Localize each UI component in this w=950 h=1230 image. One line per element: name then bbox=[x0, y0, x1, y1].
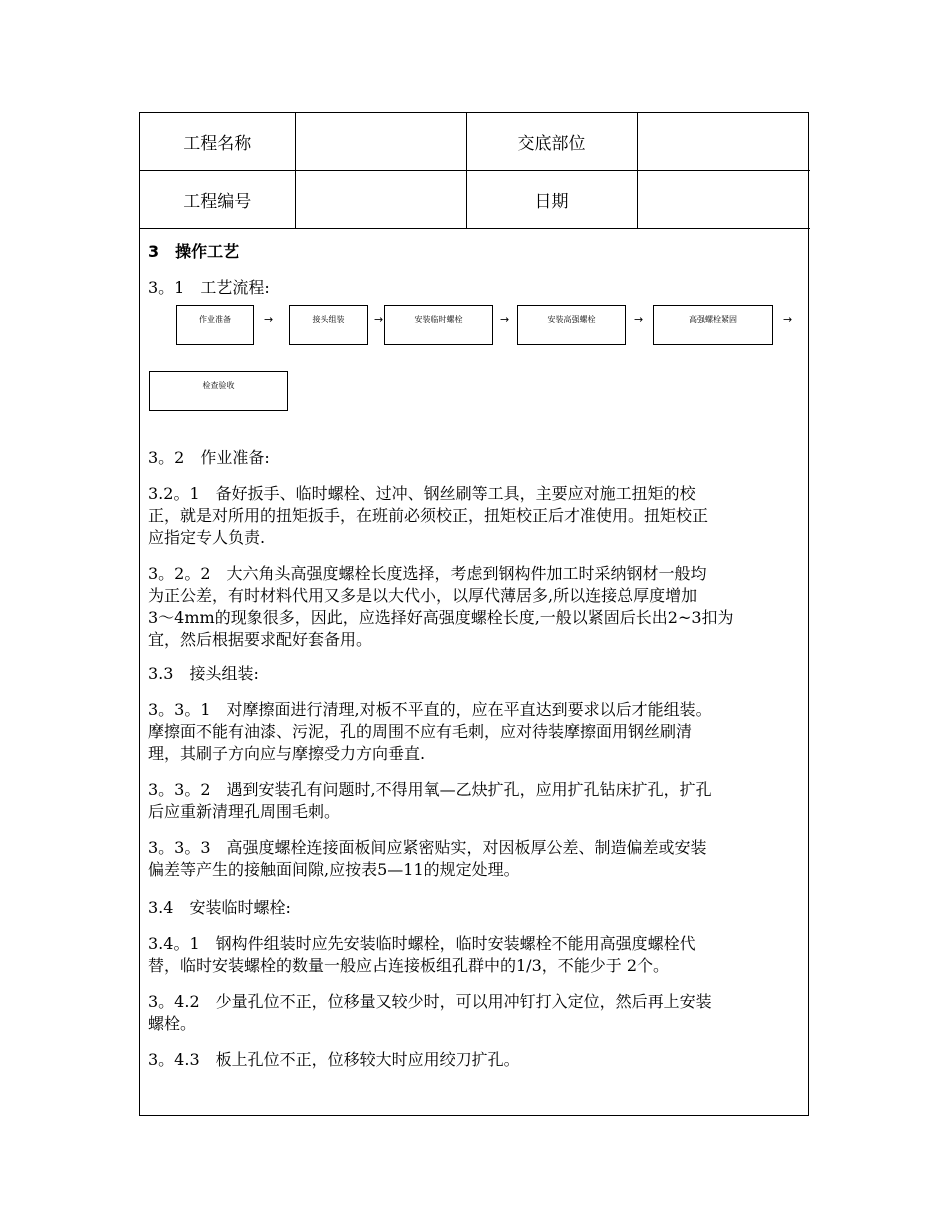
text-line: 应指定专人负责. bbox=[148, 528, 266, 547]
subsection-title-3-4: 3.4 安装临时螺栓: bbox=[148, 898, 291, 917]
subsection-title-3-2: 3。2 作业准备: bbox=[148, 448, 270, 467]
paragraph-3-2-1 bbox=[148, 483, 804, 549]
paragraph-3-4-2 bbox=[148, 991, 804, 1035]
paragraph-3-2-2 bbox=[148, 563, 804, 651]
section-title: 3 操作工艺 bbox=[148, 242, 240, 261]
text-line: 3.4。1 钢构件组装时应先安装临时螺栓，临时安装螺栓不能用高强度螺栓代 bbox=[148, 934, 696, 953]
handover-part-label: 交底部位 bbox=[466, 113, 637, 171]
subsection-title-3-1: 3。1 工艺流程: bbox=[148, 278, 270, 297]
paragraph-3-3-1 bbox=[148, 699, 804, 765]
flow-arrow: → bbox=[374, 313, 384, 326]
header-table bbox=[140, 113, 810, 229]
flow-step: 安装临时螺栓 bbox=[384, 305, 493, 345]
text-line: 理，其刷子方向应与摩擦受力方向垂直. bbox=[148, 744, 426, 763]
flow-arrow: → bbox=[783, 313, 793, 326]
project-name-value bbox=[295, 113, 466, 171]
date-value bbox=[637, 171, 810, 229]
text-line: 3。2。2 大六角头高强度螺栓长度选择，考虑到钢构件加工时采纳钢材一般均 bbox=[148, 564, 707, 583]
text-line: 3。3。3 高强度螺栓连接面板间应紧密贴实，对因板厚公差、制造偏差或安装 bbox=[148, 838, 707, 857]
document-frame bbox=[139, 112, 809, 1116]
flow-step: 检查验收 bbox=[149, 371, 288, 411]
text-line: 后应重新清理孔周围毛刺。 bbox=[148, 802, 341, 821]
flow-arrow: → bbox=[634, 313, 644, 326]
project-no-value bbox=[295, 171, 466, 229]
paragraph-3-3-3 bbox=[148, 837, 804, 881]
text-line: 为正公差，有时材料代用又多是以大代小，以厚代薄居多,所以连接总厚度增加 bbox=[148, 586, 698, 605]
text-line: 偏差等产生的接触面间隙,应按表5—11的规定处理。 bbox=[148, 860, 520, 879]
subsection-title-3-3: 3.3 接头组装: bbox=[148, 664, 259, 683]
text-line: 正，就是对所用的扭矩扳手，在班前必须校正，扭矩校正后才准使用。扭矩校正 bbox=[148, 506, 709, 525]
text-line: 替，临时安装螺栓的数量一般应占连接板组孔群中的1/3，不能少于 2个。 bbox=[148, 956, 670, 975]
handover-part-value bbox=[637, 113, 810, 171]
paragraph-3-4-1 bbox=[148, 933, 804, 977]
flow-step: 作业准备 bbox=[176, 305, 254, 345]
text-line: 3～4mm的现象很多，因此，应选择好高强度螺栓长度,一般以紧固后长出2~3扣为 bbox=[148, 608, 734, 627]
text-line: 摩擦面不能有油漆、污泥，孔的周围不应有毛刺，应对待装摩擦面用钢丝刷清 bbox=[148, 722, 693, 741]
text-line: 3.2。1 备好扳手、临时螺栓、过冲、钢丝刷等工具，主要应对施工扭矩的校 bbox=[148, 484, 696, 503]
text-line: 3。3。1 对摩擦面进行清理,对板不平直的，应在平直达到要求以后才能组装。 bbox=[148, 700, 712, 719]
text-line: 3。3。2 遇到安装孔有问题时,不得用氧—乙炔扩孔，应用扩孔钻床扩孔，扩孔 bbox=[148, 780, 712, 799]
text-line: 3。4.2 少量孔位不正，位移量又较少时，可以用冲钉打入定位，然后再上安装 bbox=[148, 992, 712, 1011]
project-no-label: 工程编号 bbox=[140, 171, 295, 229]
paragraph-3-3-2 bbox=[148, 779, 804, 823]
text-line: 3。4.3 板上孔位不正，位移较大时应用绞刀扩孔。 bbox=[148, 1050, 520, 1069]
paragraph-3-4-3 bbox=[148, 1049, 804, 1071]
project-name-label: 工程名称 bbox=[140, 113, 295, 171]
date-label: 日期 bbox=[466, 171, 637, 229]
text-line: 宜，然后根据要求配好套备用。 bbox=[148, 630, 373, 649]
flow-arrow: → bbox=[264, 313, 274, 326]
flow-step: 接头组装 bbox=[289, 305, 368, 345]
text-line: 螺栓。 bbox=[148, 1014, 197, 1033]
flow-step: 安装高强螺栓 bbox=[517, 305, 626, 345]
flow-step: 高强螺栓紧固 bbox=[653, 305, 773, 345]
flow-arrow: → bbox=[500, 313, 510, 326]
